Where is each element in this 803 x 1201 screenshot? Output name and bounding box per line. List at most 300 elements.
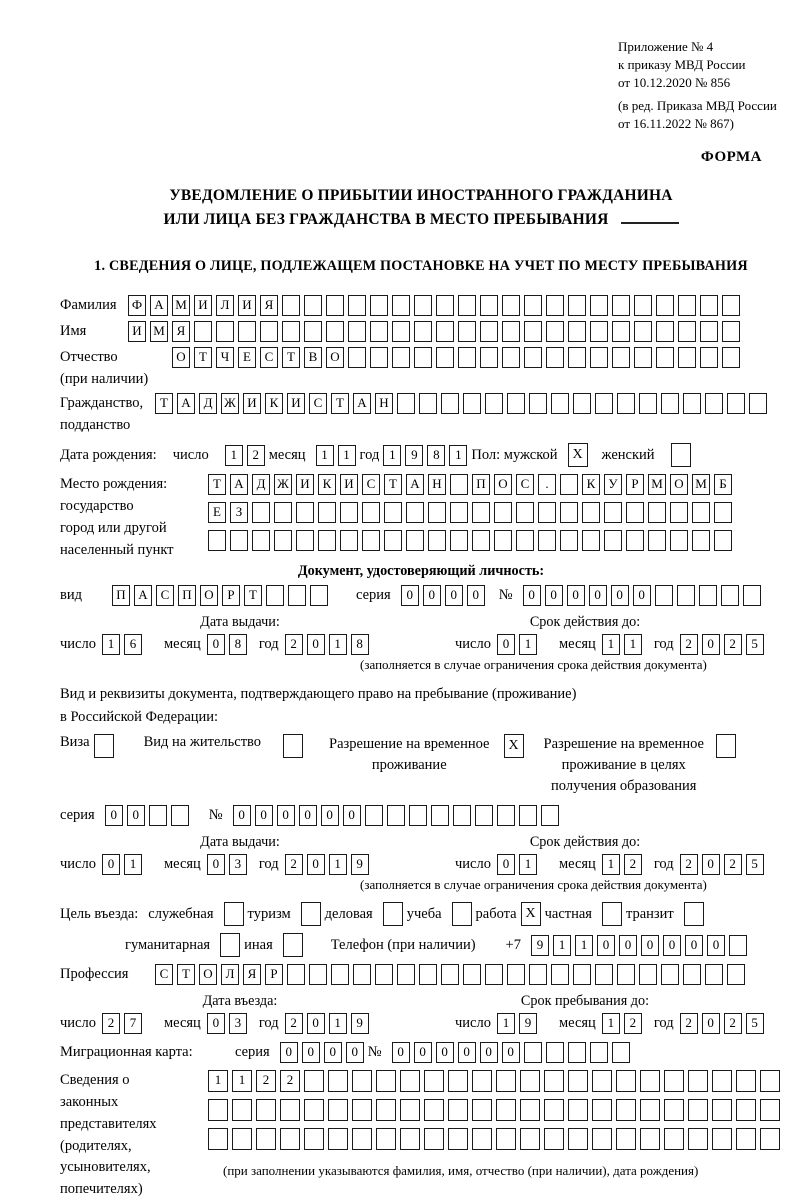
form-cell[interactable] [612,321,630,342]
form-cell[interactable] [648,530,666,551]
form-cell[interactable] [524,347,542,368]
form-cell[interactable] [397,964,415,985]
form-cell[interactable] [507,393,525,414]
form-cell[interactable] [736,1099,756,1121]
form-cell[interactable]: 1 [124,854,142,875]
form-cell[interactable]: 2 [680,1013,698,1034]
form-cell[interactable]: С [516,474,534,495]
form-cell[interactable] [208,1099,228,1121]
form-cell[interactable]: 0 [702,634,720,655]
form-cell[interactable] [256,1099,276,1121]
form-cell[interactable]: 0 [280,1042,298,1063]
form-cell[interactable] [480,321,498,342]
form-cell[interactable]: Ф [128,295,146,316]
form-cell[interactable]: 1 [225,445,243,466]
form-cell[interactable] [280,1099,300,1121]
form-cell[interactable] [375,964,393,985]
form-cell[interactable] [670,502,688,523]
form-cell[interactable] [496,1099,516,1121]
form-cell[interactable] [760,1070,780,1092]
form-cell[interactable]: М [172,295,190,316]
form-cell[interactable] [520,1099,540,1121]
form-cell[interactable] [616,1070,636,1092]
form-cell[interactable] [616,1099,636,1121]
form-cell[interactable] [656,347,674,368]
form-cell[interactable] [516,502,534,523]
form-cell[interactable]: 3 [229,1013,247,1034]
form-cell[interactable] [326,295,344,316]
form-cell[interactable] [392,321,410,342]
form-cell[interactable] [712,1099,732,1121]
form-cell[interactable] [727,964,745,985]
form-cell[interactable] [714,502,732,523]
form-cell[interactable] [544,1128,564,1150]
form-cell[interactable] [216,321,234,342]
form-cell[interactable]: 0 [307,1013,325,1034]
form-cell[interactable] [678,347,696,368]
form-cell[interactable] [431,805,449,826]
form-cell[interactable] [494,502,512,523]
form-cell[interactable] [450,474,468,495]
form-cell[interactable] [414,321,432,342]
form-cell[interactable] [352,1128,372,1150]
form-cell[interactable] [310,585,328,606]
form-cell[interactable]: Ж [221,393,239,414]
form-cell[interactable] [287,964,305,985]
form-cell[interactable] [376,1099,396,1121]
form-cell[interactable] [220,933,240,957]
form-cell[interactable] [282,321,300,342]
form-cell[interactable]: 2 [624,1013,642,1034]
form-cell[interactable]: В [304,347,322,368]
form-cell[interactable] [260,321,278,342]
form-cell[interactable] [450,530,468,551]
form-cell[interactable] [328,1099,348,1121]
form-cell[interactable]: 2 [680,854,698,875]
form-cell[interactable] [326,321,344,342]
form-cell[interactable]: 0 [702,1013,720,1034]
form-cell[interactable]: 1 [316,445,334,466]
form-cell[interactable] [397,393,415,414]
form-cell[interactable] [626,502,644,523]
form-cell[interactable]: 2 [724,1013,742,1034]
form-cell[interactable]: Т [177,964,195,985]
form-cell[interactable]: 6 [124,634,142,655]
form-cell[interactable]: 0 [480,1042,498,1063]
form-cell[interactable]: 0 [467,585,485,606]
form-cell[interactable]: 0 [458,1042,476,1063]
form-cell[interactable]: О [326,347,344,368]
form-cell[interactable]: 1 [102,634,120,655]
form-cell[interactable] [304,1099,324,1121]
form-cell[interactable] [684,902,704,926]
form-cell[interactable] [524,321,542,342]
form-cell[interactable] [304,1128,324,1150]
form-cell[interactable]: 0 [423,585,441,606]
form-cell[interactable] [280,1128,300,1150]
form-cell[interactable]: Д [199,393,217,414]
form-cell[interactable] [705,393,723,414]
form-cell[interactable]: 1 [602,1013,620,1034]
form-cell[interactable]: У [604,474,622,495]
form-cell[interactable]: О [670,474,688,495]
form-cell[interactable] [480,347,498,368]
form-cell[interactable]: 9 [531,935,549,956]
form-cell[interactable] [348,321,366,342]
form-cell[interactable] [436,347,454,368]
form-cell[interactable] [529,964,547,985]
form-cell[interactable] [670,530,688,551]
form-cell[interactable] [520,1070,540,1092]
form-cell[interactable] [352,1070,372,1092]
form-cell[interactable]: 1 [602,634,620,655]
form-cell[interactable]: 0 [321,805,339,826]
form-cell[interactable]: 0 [127,805,145,826]
form-cell[interactable] [722,347,740,368]
form-cell[interactable]: И [128,321,146,342]
form-cell[interactable] [400,1128,420,1150]
form-cell[interactable] [392,347,410,368]
form-cell[interactable] [729,935,747,956]
form-cell[interactable] [700,347,718,368]
form-cell[interactable] [384,502,402,523]
form-cell[interactable] [568,1128,588,1150]
form-cell[interactable] [560,530,578,551]
form-cell[interactable] [743,585,761,606]
form-cell[interactable] [472,1128,492,1150]
form-cell[interactable] [428,530,446,551]
form-cell[interactable] [671,443,691,467]
form-cell[interactable]: Е [238,347,256,368]
form-cell[interactable] [507,964,525,985]
form-cell[interactable] [424,1128,444,1150]
form-cell[interactable]: Н [428,474,446,495]
form-cell[interactable]: 0 [299,805,317,826]
form-cell[interactable] [592,1070,612,1092]
form-cell[interactable] [365,805,383,826]
form-cell[interactable]: 0 [207,634,225,655]
form-cell[interactable]: 0 [445,585,463,606]
form-cell[interactable] [304,295,322,316]
form-cell[interactable]: 2 [680,634,698,655]
form-cell[interactable] [419,964,437,985]
form-cell[interactable]: Я [260,295,278,316]
form-cell[interactable] [590,321,608,342]
form-cell[interactable] [238,321,256,342]
form-cell[interactable] [458,347,476,368]
form-cell[interactable]: Т [384,474,402,495]
form-cell[interactable] [472,530,490,551]
form-cell[interactable] [568,295,586,316]
form-cell[interactable] [376,1070,396,1092]
form-cell[interactable]: С [260,347,278,368]
form-cell[interactable]: А [230,474,248,495]
form-cell[interactable] [612,1042,630,1063]
form-cell[interactable] [252,502,270,523]
form-cell[interactable] [458,295,476,316]
form-cell[interactable] [520,1128,540,1150]
form-cell[interactable] [529,393,547,414]
form-cell[interactable]: И [243,393,261,414]
form-cell[interactable]: 0 [102,854,120,875]
form-cell[interactable] [494,530,512,551]
form-cell[interactable]: 0 [307,854,325,875]
form-cell[interactable]: Ж [274,474,292,495]
form-cell[interactable] [424,1070,444,1092]
form-cell[interactable] [700,321,718,342]
form-cell[interactable]: 0 [707,935,725,956]
form-cell[interactable]: 0 [324,1042,342,1063]
form-cell[interactable] [524,295,542,316]
form-cell[interactable] [400,1070,420,1092]
form-cell[interactable]: 3 [229,854,247,875]
form-cell[interactable]: 2 [724,854,742,875]
form-cell[interactable] [639,393,657,414]
form-cell[interactable]: 0 [392,1042,410,1063]
form-cell[interactable]: Р [265,964,283,985]
form-cell[interactable]: 0 [497,854,515,875]
form-cell[interactable]: 9 [351,1013,369,1034]
form-cell[interactable]: 2 [280,1070,300,1092]
form-cell[interactable]: 5 [746,854,764,875]
form-cell[interactable]: 1 [329,854,347,875]
form-cell[interactable]: 0 [641,935,659,956]
form-cell[interactable] [370,321,388,342]
form-cell[interactable] [544,1070,564,1092]
form-cell[interactable] [296,530,314,551]
form-cell[interactable] [692,502,710,523]
form-cell[interactable] [524,1042,542,1063]
form-cell[interactable] [736,1070,756,1092]
form-cell[interactable] [590,347,608,368]
form-cell[interactable]: Ч [216,347,234,368]
form-cell[interactable] [208,1128,228,1150]
form-cell[interactable]: Р [626,474,644,495]
form-cell[interactable] [760,1099,780,1121]
form-cell[interactable]: 0 [567,585,585,606]
form-cell[interactable] [617,393,635,414]
form-cell[interactable] [428,502,446,523]
form-cell[interactable]: А [353,393,371,414]
form-cell[interactable] [436,295,454,316]
form-cell[interactable] [664,1128,684,1150]
form-cell[interactable] [348,295,366,316]
form-cell[interactable]: К [318,474,336,495]
form-cell[interactable] [568,1070,588,1092]
form-cell[interactable]: 0 [597,935,615,956]
form-cell[interactable]: И [238,295,256,316]
form-cell[interactable] [453,805,471,826]
form-cell[interactable] [538,530,556,551]
form-cell[interactable] [502,347,520,368]
form-cell[interactable] [640,1070,660,1092]
form-cell[interactable]: 2 [285,634,303,655]
form-cell[interactable] [194,321,212,342]
form-cell[interactable] [602,902,622,926]
form-cell[interactable] [604,530,622,551]
form-cell[interactable] [546,347,564,368]
form-cell[interactable] [712,1128,732,1150]
form-cell[interactable] [705,964,723,985]
form-cell[interactable]: 0 [436,1042,454,1063]
form-cell[interactable]: 1 [329,634,347,655]
form-cell[interactable]: X [568,443,588,467]
form-cell[interactable]: 2 [285,854,303,875]
form-cell[interactable] [266,585,284,606]
form-cell[interactable] [683,964,701,985]
form-cell[interactable]: И [287,393,305,414]
form-cell[interactable] [604,502,622,523]
form-cell[interactable] [722,321,740,342]
form-cell[interactable] [678,321,696,342]
form-cell[interactable] [721,585,739,606]
form-cell[interactable] [328,1128,348,1150]
form-cell[interactable]: П [472,474,490,495]
form-cell[interactable]: Н [375,393,393,414]
form-cell[interactable] [171,805,189,826]
form-cell[interactable]: 0 [611,585,629,606]
form-cell[interactable] [463,964,481,985]
form-cell[interactable]: X [504,734,524,758]
form-cell[interactable] [648,502,666,523]
form-cell[interactable] [573,964,591,985]
form-cell[interactable] [634,321,652,342]
form-cell[interactable] [568,321,586,342]
form-cell[interactable]: Д [252,474,270,495]
form-cell[interactable]: 0 [663,935,681,956]
form-cell[interactable] [149,805,167,826]
form-cell[interactable] [716,734,736,758]
form-cell[interactable]: К [582,474,600,495]
form-cell[interactable]: 0 [589,585,607,606]
form-cell[interactable]: 8 [351,634,369,655]
form-cell[interactable] [612,295,630,316]
form-cell[interactable]: 2 [247,445,265,466]
form-cell[interactable] [441,964,459,985]
form-cell[interactable] [712,1070,732,1092]
form-cell[interactable] [497,805,515,826]
form-cell[interactable] [678,295,696,316]
form-cell[interactable]: О [200,585,218,606]
form-cell[interactable] [595,964,613,985]
form-cell[interactable]: Т [331,393,349,414]
form-cell[interactable]: А [150,295,168,316]
form-cell[interactable] [546,295,564,316]
form-cell[interactable] [94,734,114,758]
form-cell[interactable] [749,393,767,414]
form-cell[interactable]: 0 [255,805,273,826]
form-cell[interactable] [502,321,520,342]
form-cell[interactable] [592,1099,612,1121]
form-cell[interactable] [595,393,613,414]
form-cell[interactable] [617,964,635,985]
form-cell[interactable]: Я [172,321,190,342]
form-cell[interactable]: 0 [343,805,361,826]
form-cell[interactable]: М [648,474,666,495]
form-cell[interactable]: Т [155,393,173,414]
form-cell[interactable]: 0 [545,585,563,606]
form-cell[interactable] [376,1128,396,1150]
form-cell[interactable]: С [362,474,380,495]
form-cell[interactable] [340,530,358,551]
form-cell[interactable] [475,805,493,826]
form-cell[interactable]: 0 [633,585,651,606]
form-cell[interactable]: 1 [519,634,537,655]
form-cell[interactable] [283,933,303,957]
form-cell[interactable]: С [155,964,173,985]
form-cell[interactable]: Е [208,502,226,523]
form-cell[interactable]: О [172,347,190,368]
form-cell[interactable] [352,1099,372,1121]
form-cell[interactable] [538,502,556,523]
form-cell[interactable]: 0 [302,1042,320,1063]
form-cell[interactable] [383,902,403,926]
form-cell[interactable] [414,295,432,316]
form-cell[interactable]: 1 [232,1070,252,1092]
form-cell[interactable] [472,1070,492,1092]
form-cell[interactable]: 0 [277,805,295,826]
form-cell[interactable] [573,393,591,414]
form-cell[interactable]: И [296,474,314,495]
form-cell[interactable] [640,1099,660,1121]
form-cell[interactable] [304,1070,324,1092]
form-cell[interactable] [544,1099,564,1121]
form-cell[interactable]: 0 [233,805,251,826]
form-cell[interactable] [683,393,701,414]
form-cell[interactable]: 9 [351,854,369,875]
form-cell[interactable] [414,347,432,368]
form-cell[interactable]: 0 [702,854,720,875]
form-cell[interactable] [496,1070,516,1092]
form-cell[interactable]: 5 [746,1013,764,1034]
form-cell[interactable]: М [692,474,710,495]
form-cell[interactable] [458,321,476,342]
form-cell[interactable] [582,530,600,551]
form-cell[interactable] [448,1128,468,1150]
form-cell[interactable] [560,474,578,495]
form-cell[interactable] [664,1099,684,1121]
form-cell[interactable] [318,530,336,551]
form-cell[interactable]: X [521,902,541,926]
form-cell[interactable] [612,347,630,368]
form-cell[interactable] [692,530,710,551]
form-cell[interactable] [224,902,244,926]
form-cell[interactable]: 2 [724,634,742,655]
form-cell[interactable]: 1 [624,634,642,655]
form-cell[interactable] [480,295,498,316]
form-cell[interactable]: 0 [401,585,419,606]
form-cell[interactable] [700,295,718,316]
form-cell[interactable] [590,295,608,316]
form-cell[interactable]: С [156,585,174,606]
form-cell[interactable] [463,393,481,414]
form-cell[interactable]: З [230,502,248,523]
form-cell[interactable] [400,1099,420,1121]
form-cell[interactable]: Т [208,474,226,495]
form-cell[interactable] [448,1099,468,1121]
form-cell[interactable] [661,393,679,414]
form-cell[interactable] [353,964,371,985]
form-cell[interactable]: П [112,585,130,606]
form-cell[interactable] [301,902,321,926]
form-cell[interactable]: 0 [685,935,703,956]
form-cell[interactable]: 2 [256,1070,276,1092]
form-cell[interactable] [626,530,644,551]
form-cell[interactable]: Т [194,347,212,368]
form-cell[interactable]: 8 [229,634,247,655]
form-cell[interactable] [688,1128,708,1150]
form-cell[interactable] [551,964,569,985]
